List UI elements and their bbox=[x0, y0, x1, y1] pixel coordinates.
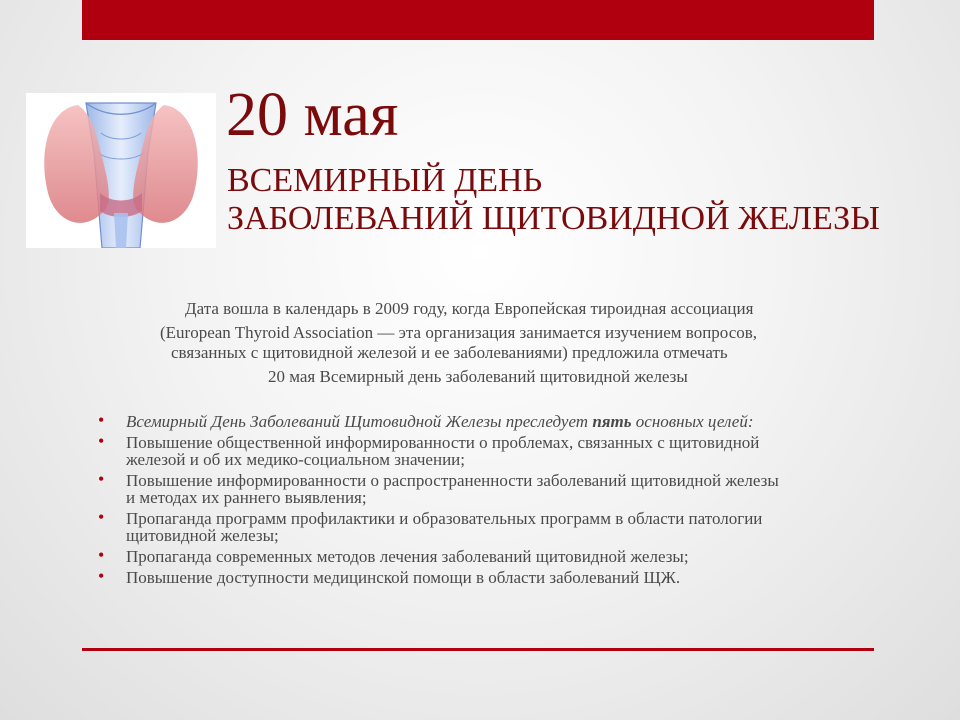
list-item-line: щитовидной железы; bbox=[126, 526, 279, 545]
intro-line: 20 мая Всемирный день заболеваний щитовидной железы bbox=[268, 367, 688, 386]
page-title-line-1: ВСЕМИРНЫЙ ДЕНЬ bbox=[227, 162, 543, 199]
list-item-line: и методах их раннего выявления; bbox=[126, 488, 367, 507]
list-item-line: Повышение общественной информированности о проблемах, связанных с щитовидной bbox=[126, 433, 760, 452]
thyroid-illustration bbox=[26, 93, 216, 248]
goals-lead-before: Всемирный День Заболеваний Щитовидной Железы преследует bbox=[126, 412, 593, 431]
intro-paragraph bbox=[150, 299, 870, 387]
list-item-line: Повышение информированности о распространенности заболеваний щитовидной железы bbox=[126, 471, 779, 490]
list-item bbox=[98, 410, 898, 431]
page-title-line-2: ЗАБОЛЕВАНИЙ ЩИТОВИДНОЙ ЖЕЛЕЗЫ bbox=[227, 200, 880, 237]
goals-lead bbox=[126, 413, 898, 430]
bullet-icon: • bbox=[98, 545, 105, 565]
bullet-icon: • bbox=[98, 507, 105, 527]
bullet-icon: • bbox=[98, 410, 105, 430]
list-item bbox=[98, 545, 898, 566]
page-title-date: 20 мая bbox=[226, 81, 399, 149]
list-item-line: Повышение доступности медицинской помощи в области заболеваний ЩЖ. bbox=[126, 568, 681, 587]
list-item bbox=[98, 431, 898, 469]
intro-line: связанных с щитовидной железой и ее заболеваниями) предложила отмечать bbox=[171, 343, 728, 362]
bullet-icon: • bbox=[98, 431, 105, 451]
goals-lead-bold: пять bbox=[592, 412, 632, 431]
list-item bbox=[98, 469, 898, 507]
list-item bbox=[98, 566, 898, 587]
goals-lead-after: основных целей: bbox=[631, 412, 754, 431]
list-item-line: Пропаганда программ профилактики и образовательных программ в области патологии bbox=[126, 509, 763, 528]
intro-line: Дата вошла в календарь в 2009 году, когда Европейская тироидная ассоциация bbox=[185, 299, 754, 318]
list-item-line: Пропаганда современных методов лечения заболеваний щитовидной железы; bbox=[126, 547, 689, 566]
goals-list bbox=[98, 410, 898, 590]
bullet-icon: • bbox=[98, 469, 105, 489]
top-accent-bar bbox=[82, 0, 874, 40]
list-item-line: железой и об их медико-социальном значении; bbox=[126, 450, 465, 469]
intro-line: (European Thyroid Association — эта организация занимается изучением вопросов, bbox=[160, 323, 758, 342]
bullet-icon: • bbox=[98, 566, 105, 586]
list-item bbox=[98, 507, 898, 545]
bottom-accent-line bbox=[82, 648, 874, 651]
